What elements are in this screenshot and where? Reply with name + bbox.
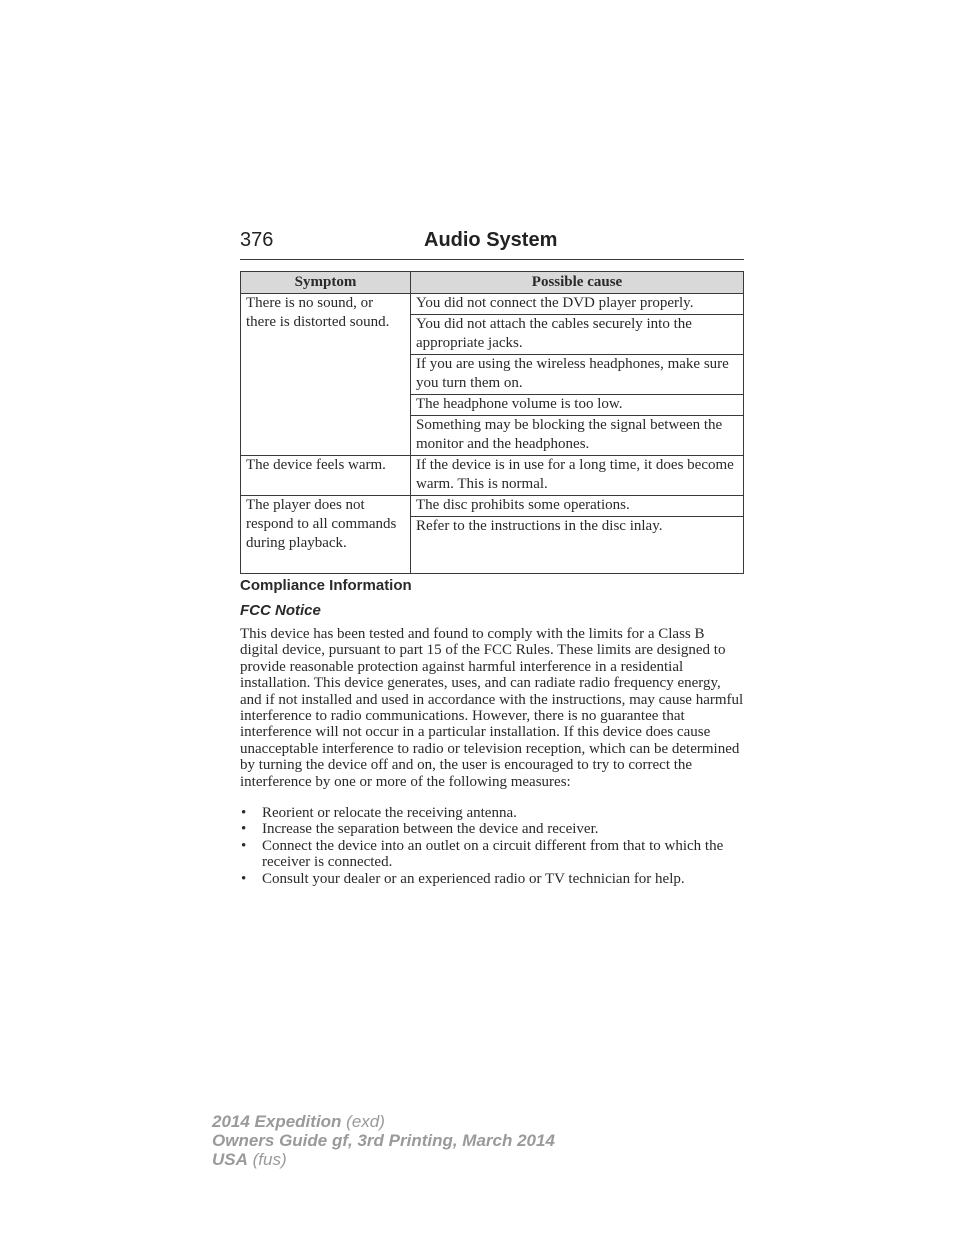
table-header-row (241, 272, 744, 294)
fcc-notice-heading: FCC Notice (240, 602, 321, 619)
list-item (240, 821, 744, 837)
footer-line-1 (212, 1112, 555, 1131)
column-header-symptom: Symptom (241, 272, 411, 294)
footer-market: USA (212, 1150, 248, 1169)
list-item-text: Connect the device into an outlet on a circuit different from that to which the receiver is connected. (262, 837, 724, 871)
table-row (241, 496, 744, 517)
cause-cell: If you are using the wireless headphones, make sure you turn them on. (411, 355, 744, 395)
page-number: 376 (240, 229, 274, 251)
page-footer (212, 1112, 555, 1169)
fcc-paragraph: This device has been tested and found to comply with the limits for a Class B digital device, pursuant to part 15 of the FCC Rules. These limits are designed to provide reasonable protection against harmful interference in a residential installation. This device generates, uses, and can radiate radio frequency energy, and if not installed and used in accordance with the instructions, may cause harmful interference to radio communications. However, there is no guarantee that interference will not occur in a particular installation. If this device does cause unacceptable interference to radio or television reception, which can be determined by turning the device off and on, the user is encouraged to try to correct the interference by one or more of the following measures: (240, 626, 744, 790)
list-item-text: Reorient or relocate the receiving antenna. (262, 805, 517, 821)
column-header-cause: Possible cause (411, 272, 744, 294)
symptom-cell: There is no sound, or there is distorted sound. (241, 294, 411, 456)
cause-cell: The headphone volume is too low. (411, 395, 744, 416)
footer-model-code: (exd) (341, 1112, 385, 1131)
cause-cell: You did not attach the cables securely into the appropriate jacks. (411, 315, 744, 355)
cause-cell: Something may be blocking the signal between the monitor and the headphones. (411, 416, 744, 456)
bullet-icon: • (241, 870, 247, 887)
footer-line-2 (212, 1131, 555, 1150)
list-item-text: Consult your dealer or an experienced radio or TV technician for help. (262, 870, 685, 887)
table-row (241, 294, 744, 315)
table-row (241, 456, 744, 496)
section-title: Audio System (424, 229, 558, 251)
footer-model: 2014 Expedition (212, 1112, 342, 1131)
troubleshooting-table (240, 271, 744, 574)
compliance-heading: Compliance Information (240, 577, 412, 594)
bullet-icon: • (241, 805, 247, 821)
footer-guide-info: Owners Guide gf, 3rd Printing, March 2014 (212, 1131, 555, 1150)
bullet-icon: • (241, 821, 247, 838)
list-item (240, 805, 744, 821)
list-item (240, 871, 744, 887)
list-item (240, 838, 744, 871)
footer-line-3 (212, 1150, 555, 1169)
bullet-icon: • (241, 837, 247, 854)
measures-list (240, 805, 744, 887)
cause-cell: You did not connect the DVD player properly. (411, 294, 744, 315)
page-header (240, 229, 744, 260)
footer-market-code: (fus) (247, 1150, 287, 1169)
cause-cell: Refer to the instructions in the disc inlay. (411, 517, 744, 574)
symptom-cell: The player does not respond to all commands during playback. (241, 496, 411, 574)
list-item-text: Increase the separation between the device and receiver. (262, 821, 599, 838)
cause-cell: If the device is in use for a long time, it does become warm. This is normal. (411, 456, 744, 496)
cause-cell: The disc prohibits some operations. (411, 496, 744, 517)
symptom-cell: The device feels warm. (241, 456, 411, 496)
